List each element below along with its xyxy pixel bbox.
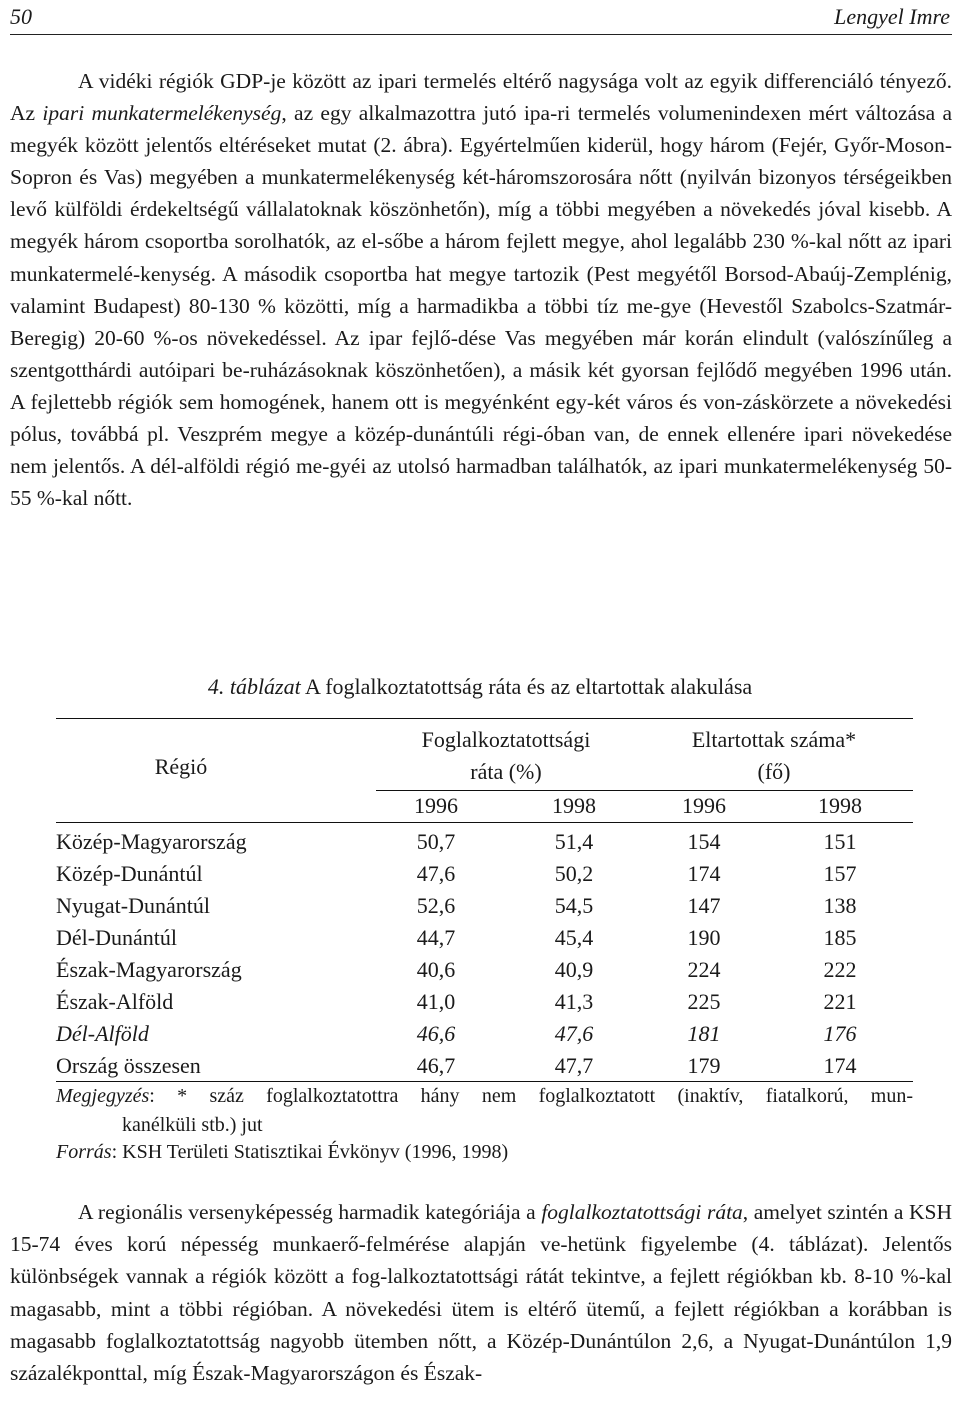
value-cell: 50,2 (554, 861, 594, 886)
value-cell: 46,7 (416, 1053, 456, 1078)
value-cell: 190 (687, 925, 721, 950)
table-row (56, 922, 913, 954)
para2-text-a: A regionális versenyképesség harmadik kategóriája a (78, 1200, 542, 1224)
value-cell: 147 (687, 893, 721, 918)
header-region: Régió (154, 754, 208, 779)
table-caption-label: 4. táblázat (207, 674, 301, 699)
table-header-rule (56, 822, 913, 823)
region-cell: Közép-Magyarország (56, 829, 247, 854)
value-cell: 41,3 (554, 989, 594, 1014)
para1-text-a: A vidéki régiók GDP-je között az ipari termelés eltérő nagysága volt az egyik differenciáló tényező. Az (10, 69, 952, 126)
header-year: 1996 (414, 793, 458, 818)
region-cell: Észak-Alföld (56, 989, 174, 1014)
running-author: Lengyel Imre (834, 4, 950, 29)
header-employment-line1: Foglalkoztatottsági (421, 727, 591, 752)
source-label: Forrás (56, 1141, 112, 1163)
value-cell: 50,7 (416, 829, 456, 854)
value-cell: 41,0 (416, 989, 456, 1014)
value-cell: 224 (687, 957, 721, 982)
region-cell: Dél-Dunántúl (56, 925, 177, 950)
table-row (56, 954, 913, 986)
region-cell: Dél-Alföld (56, 1021, 149, 1046)
table-note (56, 1082, 913, 1140)
header-year: 1996 (682, 793, 726, 818)
header-dependents-line1: Eltartottak száma* (691, 727, 857, 752)
page-number: 50 (10, 4, 32, 29)
value-cell: 52,6 (416, 893, 456, 918)
table-row (56, 1018, 913, 1050)
table-top-rule (56, 718, 913, 719)
body-paragraph-2 (10, 1196, 952, 1389)
value-cell: 40,6 (416, 957, 456, 982)
value-cell: 157 (823, 861, 857, 886)
table-row (56, 890, 913, 922)
header-employment-rate (376, 724, 636, 788)
para2-text-b: , amelyet szintén a KSH 15-74 éves korú népesség munkaerő-felmérése alapján ve-hetünk figyelembe (4. táblázat). Jelentős különbségek vannak a régiók között a fog-lalkoztatottsági rátát tekintve, a fejlett régiókban kb. 8-10 %-kal magasabb, mint a többi régióban. A növekedési ütem is eltérő ütemű, a fejlett régiókban a korábban is magasabb foglalkoztatottság nagyobb ütemben nőtt, a Közép-Dunántúlon 2,6, a Nyugat-Dunántúlon 1,9 százalékponttal, míg Észak-Magyarországon és Észak- (10, 1200, 952, 1386)
value-cell: 185 (823, 925, 857, 950)
value-cell: 174 (687, 861, 721, 886)
table-caption-text: A foglalkoztatottság ráta és az eltartottak alakulása (300, 674, 753, 699)
value-cell: 47,6 (416, 861, 456, 886)
table-row (56, 858, 913, 890)
table-row (56, 826, 913, 858)
value-cell: 44,7 (416, 925, 456, 950)
region-cell: Közép-Dunántúl (56, 861, 203, 886)
note-text-line1: : * száz foglalkoztatottra hány nem foglalkoztatott (inaktív, fiatalkorú, mun- (149, 1085, 913, 1107)
note-label: Megjegyzés (56, 1085, 150, 1107)
note-text-line2: kanélküli stb.) jut (122, 1114, 263, 1136)
value-cell: 47,6 (554, 1021, 594, 1046)
body-paragraph-1 (10, 65, 952, 514)
header-year: 1998 (552, 793, 596, 818)
region-cell: Észak-Magyarország (56, 957, 242, 982)
header-dependents-line2: (fő) (757, 759, 791, 784)
value-cell: 176 (823, 1021, 857, 1046)
value-cell: 54,5 (554, 893, 594, 918)
table-row (56, 1050, 913, 1082)
table-caption (0, 674, 960, 700)
value-cell: 45,4 (554, 925, 594, 950)
region-cell: Ország összesen (56, 1053, 201, 1078)
value-cell: 174 (823, 1053, 857, 1078)
value-cell: 47,7 (554, 1053, 594, 1078)
region-cell: Nyugat-Dunántúl (56, 893, 210, 918)
value-cell: 179 (687, 1053, 721, 1078)
value-cell: 222 (823, 957, 857, 982)
value-cell: 151 (823, 829, 857, 854)
header-employment-line2: ráta (%) (470, 759, 542, 784)
para2-emphasis: foglalkoztatottsági ráta (541, 1200, 743, 1224)
value-cell: 51,4 (554, 829, 594, 854)
value-cell: 40,9 (554, 957, 594, 982)
para1-emphasis: ipari munkatermelékenység (42, 101, 282, 126)
value-cell: 138 (823, 893, 857, 918)
value-cell: 181 (687, 1021, 721, 1046)
value-cell: 154 (687, 829, 721, 854)
para1-text-b: , az egy alkalmazottra jutó ipa-ri termelés volumenindexen mért változása a megyék között jelentős eltéréseket mutat (2. ábra). Egyértelműen kiderül, hogy három (Fejér, Győr-Moson-Sopron és Vas) megyében a munkatermelékenység két-háromszorosára nőtt (nyilván bizonyos térségeikben levő külföldi érdekeltségű vállalatoknak köszönhetőn), míg a többi megyében a növekedés jóval kisebb. A megyék három csoportba sorolhatók, az el-sőbe a három fejlett megye, ahol legalább 230 %-kal nőtt az ipari munkatermelé-kenység. A második csoportba hat megye tartozik (Pest megyétől Borsod-Abaúj-Zemplénig, valamint Budapest) 80-130 % közötti, míg a harmadikba a többi tíz me-gye (Hevestől Szabolcs-Szatmár-Beregig) 20-60 %-os növekedéssel. Az ipar fejlő-dése Vas megyében már korán elindult (valószínűleg a szentgotthárdi autóipari be-ruházásoknak köszönhetően), a másik két gyorsan fejlődő megyében 1996 után. A fejlettebb régiók sem homogének, hanem ott is megyénként egy-két város és von-záskörzete a növekedési pólus, továbbá pl. Veszprém megye a közép-dunántúli régi-óban van, de ennek ellenére ipari növekedése nem jelentős. A dél-alföldi régió me-gyéi az utolsó harmadban találhatók, az ipari munkatermelékenység 50-55 %-kal nőtt. (10, 101, 952, 511)
header-dependents (654, 724, 894, 788)
table-row (56, 986, 913, 1018)
value-cell: 221 (823, 989, 857, 1014)
header-year: 1998 (818, 793, 862, 818)
page-header (10, 0, 952, 35)
value-cell: 46,6 (416, 1021, 456, 1046)
source-text: : KSH Területi Statisztikai Évkönyv (1996, 1998) (111, 1141, 509, 1163)
value-cell: 225 (687, 989, 721, 1014)
table-source (56, 1138, 508, 1167)
